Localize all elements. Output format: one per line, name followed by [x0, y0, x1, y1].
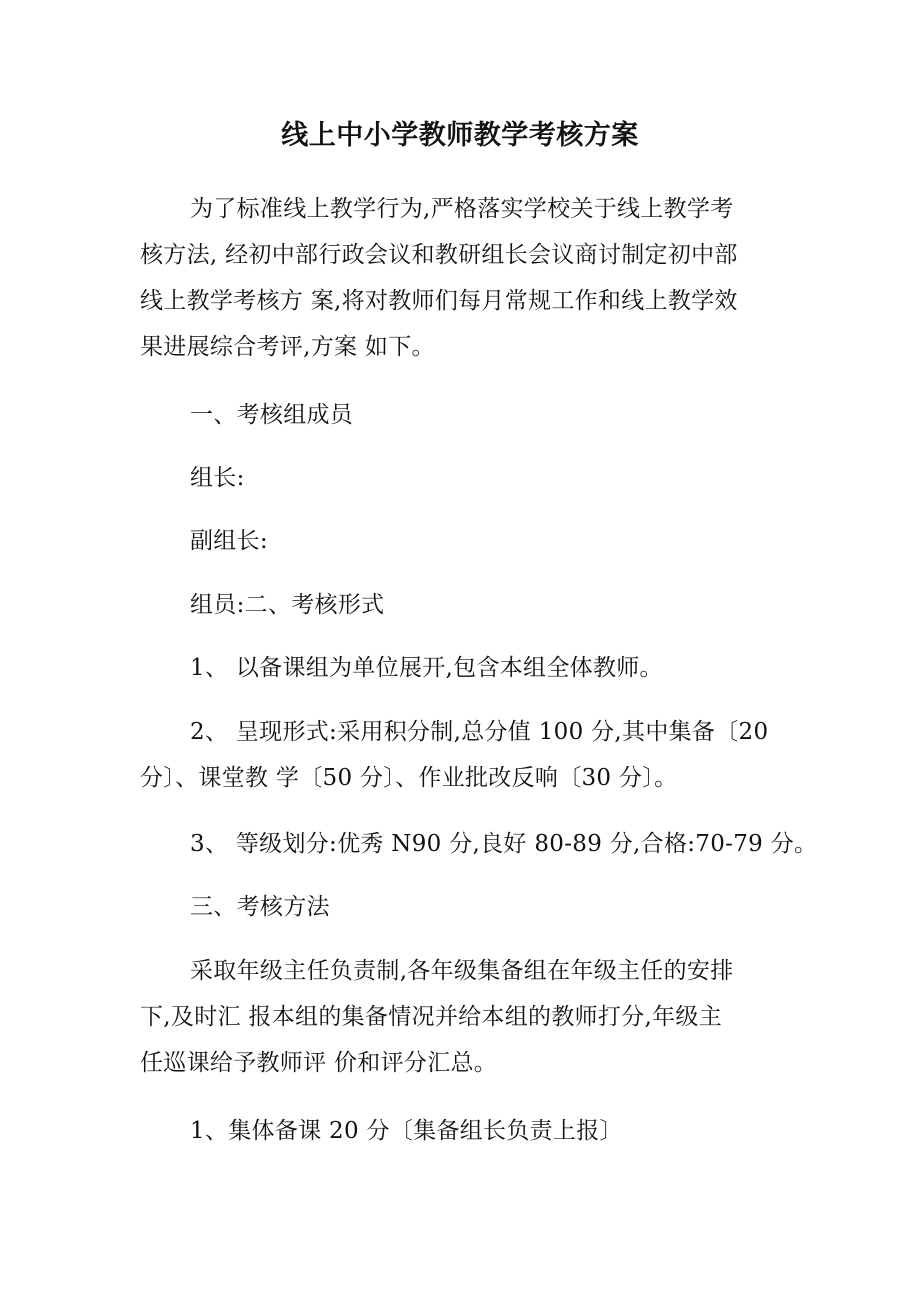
- section3-heading-text: 三、考核方法: [190, 894, 330, 920]
- intro-line: 线上教学考核方 案,将对教师们每月常规工作和线上教学效: [140, 288, 738, 314]
- section1-heading: [140, 392, 785, 438]
- leader-line: [140, 455, 785, 501]
- subitem-1-text: 1、集体备课 20 分〔集备组长负责上报〕: [190, 1118, 623, 1144]
- method-line: 任巡课给予教师评 价和评分汇总。: [140, 1050, 498, 1076]
- method-line: 下,及时汇 报本组的集备情况并给本组的教师打分,年级主: [140, 1004, 723, 1030]
- vice-leader-line: [140, 518, 785, 564]
- item-2: [140, 709, 785, 801]
- item-1-text: 1、 以备课组为单位展开,包含本组全体教师。: [190, 655, 663, 681]
- leader-text: 组长:: [190, 465, 245, 491]
- method-line: 采取年级主任负责制,各年级集备组在年级主任的安排: [190, 958, 734, 984]
- intro-paragraph: [140, 186, 785, 370]
- members-text: 组员:二、考核形式: [190, 592, 385, 618]
- method-paragraph: [140, 948, 785, 1086]
- section1-heading-text: 一、考核组成员: [190, 402, 354, 428]
- item-2-line: 2、 呈现形式:采用积分制,总分值 100 分,其中集备〔20: [190, 719, 769, 745]
- intro-line: 为了标准线上教学行为,严格落实学校关于线上教学考: [190, 196, 734, 222]
- item-3-text: 3、 等级划分:优秀 N90 分,良好 80-89 分,合格:70-79 分。: [190, 831, 818, 857]
- subitem-1: [140, 1108, 785, 1154]
- vice-leader-text: 副组长:: [190, 528, 268, 554]
- intro-line: 果进展综合考评,方案 如下。: [140, 334, 435, 360]
- item-2-line: 分〕、课堂教 学〔50 分〕、作业批改反响〔30 分〕。: [140, 765, 678, 791]
- intro-line: 核方法, 经初中部行政会议和教研组长会议商讨制定初中部: [140, 242, 738, 268]
- item-1: [140, 645, 785, 691]
- members-line: [140, 582, 785, 628]
- section3-heading: [140, 884, 785, 930]
- item-3: [140, 821, 818, 867]
- document-title: 线上中小学教师教学考核方案: [281, 120, 639, 151]
